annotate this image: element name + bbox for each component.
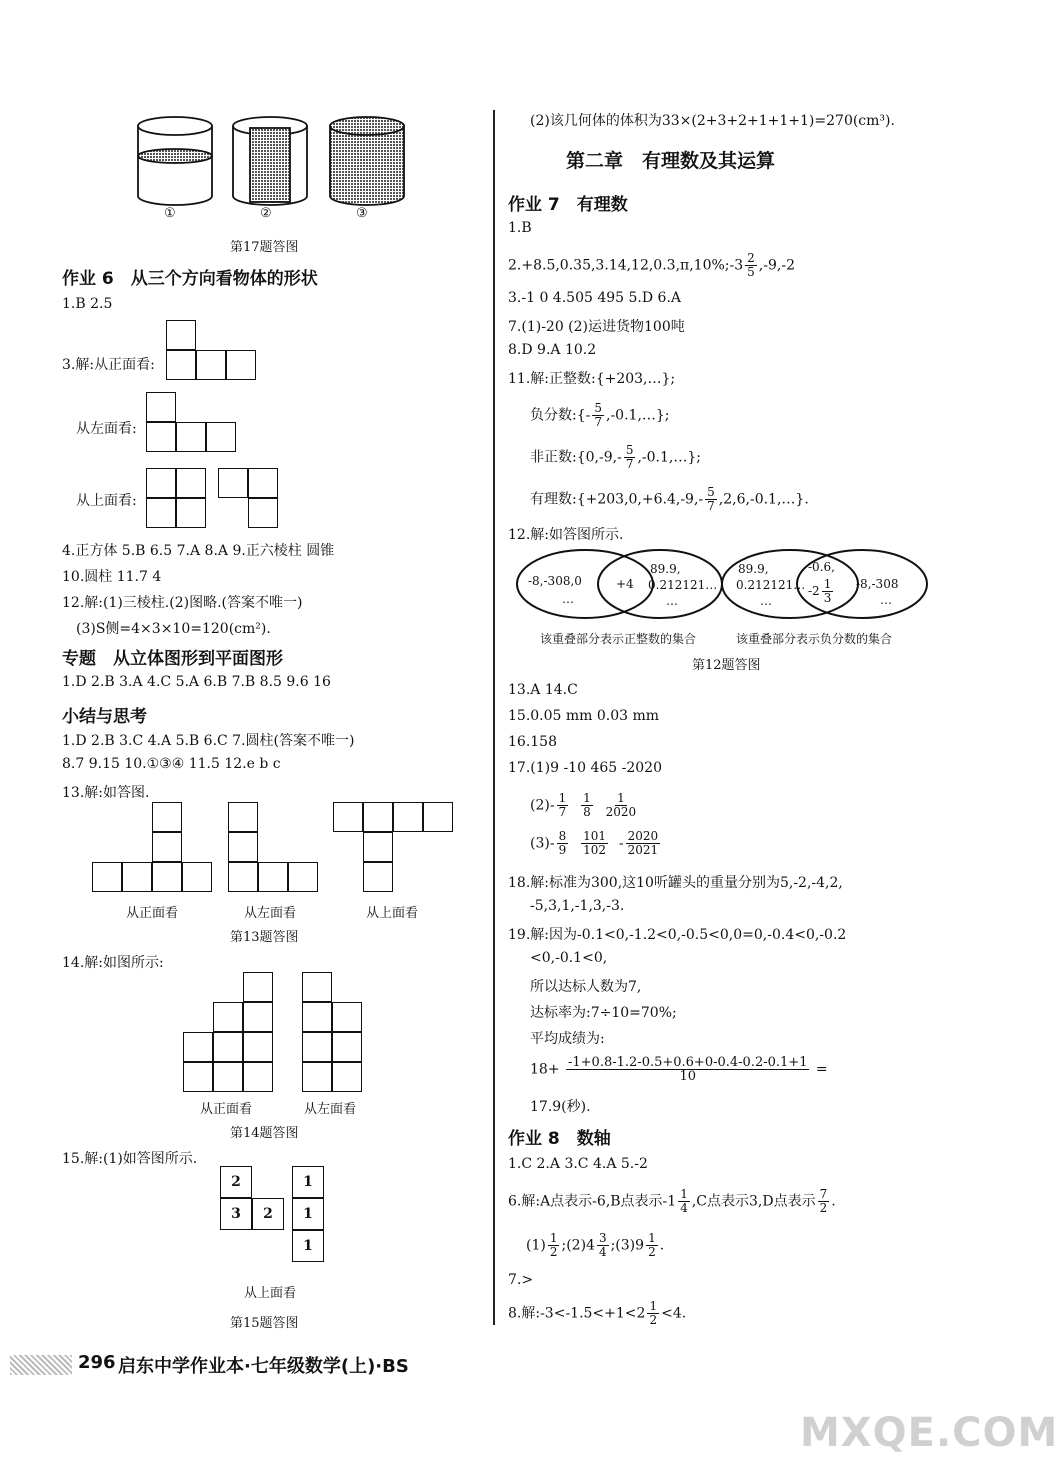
venn1-right-3: … bbox=[666, 594, 678, 608]
venn1-left-2: … bbox=[562, 592, 574, 606]
hw6-line10: 10.圆柱 11.7 4 bbox=[62, 569, 162, 585]
summary-line2: 8.7 9.15 10.①③④ 11.5 12.e b c bbox=[62, 756, 281, 772]
r-l19b: <0,-0.1<0, bbox=[530, 950, 608, 966]
r-l17-2: (2)- $\frac{1}{7}$ $\frac{1}{8}$ $\frac{1}{2020}$ bbox=[530, 791, 637, 819]
q14-left-grid bbox=[302, 972, 362, 1092]
venn1-caption: 该重叠部分表示正整数的集合 bbox=[540, 632, 697, 646]
r-l13: 13.A 14.C bbox=[508, 682, 578, 698]
hw6-title: 作业 6 从三个方向看物体的形状 bbox=[62, 269, 318, 289]
r-l19e: 平均成绩为: bbox=[530, 1031, 605, 1047]
fig17-caption: 第17题答图 bbox=[230, 240, 299, 255]
chapter-title: 第二章 有理数及其运算 bbox=[566, 150, 776, 172]
footer-pattern bbox=[10, 1355, 72, 1375]
h8-l6b: (1) $\frac{1}{2}$ ;(2)4 $\frac{3}{4}$ ;(3)9 $\frac{1}{2}$ . bbox=[526, 1231, 665, 1259]
q13-front-grid bbox=[92, 802, 212, 892]
q15-cell: 2 bbox=[220, 1166, 252, 1198]
q14-text: 14.解:如图所示: bbox=[62, 955, 164, 971]
venn2-right-1: -8,-308 bbox=[856, 577, 899, 591]
footer-book-title: 启东中学作业本·七年级数学(上)·BS bbox=[118, 1356, 409, 1377]
venn1-mid: +4 bbox=[616, 577, 634, 591]
topic-title: 专题 从立体图形到平面图形 bbox=[62, 649, 283, 669]
hw6-q3-top: 从上面看: bbox=[76, 493, 137, 509]
q13-text: 13.解:如答图. bbox=[62, 785, 150, 801]
r-l19f: 18+ $\frac{-1+0.8-1.2-0.5+0.6+0-0.4-0.2-0.1+1}{10}$ = bbox=[530, 1055, 828, 1084]
q3-top-grid-a bbox=[146, 468, 206, 528]
r-l15: 15.0.05 mm 0.03 mm bbox=[508, 708, 660, 724]
q13-label-front: 从正面看 bbox=[126, 906, 179, 921]
h8-l1: 1.C 2.A 3.C 4.A 5.-2 bbox=[508, 1156, 648, 1172]
q14-front-grid bbox=[183, 972, 273, 1092]
r-l11: 11.解:正整数:{+203,…}; bbox=[508, 371, 676, 387]
h8-l7: 7.> bbox=[508, 1272, 534, 1288]
watermark-logo: MXQE.COM bbox=[800, 1410, 1058, 1456]
r-l18b: -5,3,1,-1,3,-3. bbox=[530, 898, 625, 914]
q15-cell: 1 bbox=[292, 1198, 324, 1230]
venn2-left-2: 0.212121… bbox=[736, 578, 806, 592]
r-l17-3: (3)- $\frac{8}{9}$ $\frac{101}{102}$ - $\frac{2020}{2021}$ bbox=[530, 829, 659, 857]
venn1-left-1: -8,-308,0 bbox=[528, 574, 582, 588]
r-l11-neg: 负分数:{- $\frac{5}{7}$ ,-0.1,…}; bbox=[530, 401, 670, 429]
q13-top-grid bbox=[333, 802, 453, 892]
venn2-caption: 该重叠部分表示负分数的集合 bbox=[736, 632, 893, 646]
r-l18: 18.解:标准为300,这10听罐头的重量分别为5,-2,-4,2, bbox=[508, 875, 843, 891]
hw6-line12b: (3)S侧=4×3×10=120(cm²). bbox=[76, 621, 271, 637]
r-l8: 8.D 9.A 10.2 bbox=[508, 342, 597, 358]
r-l2: 2.+8.5,0.35,3.14,12,0.3,π,10%;-3 $\frac{2}{5}$ ,-9,-2 bbox=[508, 251, 795, 279]
r-top-line: (2)该几何体的体积为33×(2+3+2+1+1+1)=270(cm³). bbox=[530, 113, 895, 129]
fig12-caption: 第12题答图 bbox=[692, 658, 761, 673]
q14-label-front: 从正面看 bbox=[200, 1102, 253, 1117]
q13-label-left: 从左面看 bbox=[244, 906, 297, 921]
r-l7: 7.(1)-20 (2)运进货物100吨 bbox=[508, 319, 685, 335]
fig17-cylinders bbox=[120, 108, 420, 218]
q15-text: 15.解:(1)如答图所示. bbox=[62, 1151, 198, 1167]
r-l16: 16.158 bbox=[508, 734, 557, 750]
topic-line: 1.D 2.B 3.A 4.C 5.A 6.B 7.B 8.5 9.6 16 bbox=[62, 674, 331, 690]
q13-left-grid bbox=[228, 802, 318, 892]
r-l1: 1.B bbox=[508, 220, 532, 236]
q15-cell: 1 bbox=[292, 1166, 324, 1198]
hw6-line4: 4.正方体 5.B 6.5 7.A 8.A 9.正六棱柱 圆锥 bbox=[62, 543, 335, 559]
column-divider bbox=[493, 110, 495, 1325]
venn2-left-1: 89.9, bbox=[738, 562, 769, 576]
r-l17: 17.(1)9 -10 465 -2020 bbox=[508, 760, 662, 776]
hw7-title: 作业 7 有理数 bbox=[508, 195, 628, 215]
r-l19d: 达标率为:7÷10=70%; bbox=[530, 1005, 677, 1021]
h8-l8: 8.解:-3<-1.5<+1<2 $\frac{1}{2}$ <4. bbox=[508, 1299, 687, 1327]
q13-caption: 第13题答图 bbox=[230, 930, 299, 945]
q3-left-grid bbox=[146, 392, 236, 452]
venn1-right-2: 0.212121… bbox=[648, 578, 718, 592]
venn2-right-2: … bbox=[880, 593, 892, 607]
q15-label: 从上面看 bbox=[244, 1286, 297, 1301]
r-l19g: 17.9(秒). bbox=[530, 1099, 591, 1115]
hw8-title: 作业 8 数轴 bbox=[508, 1129, 611, 1149]
venn2-mid-2: -2 $\frac{1}{3}$ bbox=[808, 577, 832, 605]
q3-front-grid bbox=[166, 320, 256, 380]
venn2-mid-1: -0.6, bbox=[808, 560, 835, 574]
h8-l6: 6.解:A点表示-6,B点表示-1 $\frac{1}{4}$ ,C点表示3,D点表示 $\frac{7}{2}$ . bbox=[508, 1187, 836, 1215]
q15-cell: 1 bbox=[292, 1230, 324, 1262]
r-l11-nonpos: 非正数:{0,-9,- $\frac{5}{7}$ ,-0.1,…}; bbox=[530, 443, 701, 471]
fig17-label-1: ① bbox=[164, 206, 176, 221]
r-l3: 3.-1 0 4.505 495 5.D 6.A bbox=[508, 290, 682, 306]
q13-label-top: 从上面看 bbox=[366, 906, 419, 921]
q15-cell: 2 bbox=[252, 1198, 284, 1230]
q3-top-grid-b bbox=[218, 468, 278, 528]
fig17-label-3: ③ bbox=[356, 206, 368, 221]
r-l11-rational: 有理数:{+203,0,+6.4,-9,- $\frac{5}{7}$ ,2,6,-0.1,…}. bbox=[530, 485, 809, 513]
r-l19c: 所以达标人数为7, bbox=[530, 979, 642, 995]
r-l19: 19.解:因为-0.1<0,-1.2<0,-0.5<0,0=0,-0.4<0,-0.2 bbox=[508, 927, 847, 943]
q15-grid-right bbox=[292, 1166, 324, 1262]
hw6-q3-front: 3.解:从正面看: bbox=[62, 357, 155, 373]
r-l12: 12.解:如答图所示. bbox=[508, 527, 624, 543]
venn2-left-3: … bbox=[760, 594, 772, 608]
hw6-q3-left: 从左面看: bbox=[76, 421, 137, 437]
q14-caption: 第14题答图 bbox=[230, 1126, 299, 1141]
q14-label-left: 从左面看 bbox=[304, 1102, 357, 1117]
footer-page-number: 296 bbox=[78, 1352, 116, 1373]
q15-caption: 第15题答图 bbox=[230, 1316, 299, 1331]
venn1-right-1: 89.9, bbox=[650, 562, 681, 576]
fig17-label-2: ② bbox=[260, 206, 272, 221]
q15-cell: 3 bbox=[220, 1198, 252, 1230]
hw6-line12: 12.解:(1)三棱柱.(2)图略.(答案不唯一) bbox=[62, 595, 303, 611]
hw6-line1: 1.B 2.5 bbox=[62, 296, 113, 312]
summary-title: 小结与思考 bbox=[62, 707, 147, 727]
summary-line1: 1.D 2.B 3.C 4.A 5.B 6.C 7.圆柱(答案不唯一) bbox=[62, 733, 355, 749]
